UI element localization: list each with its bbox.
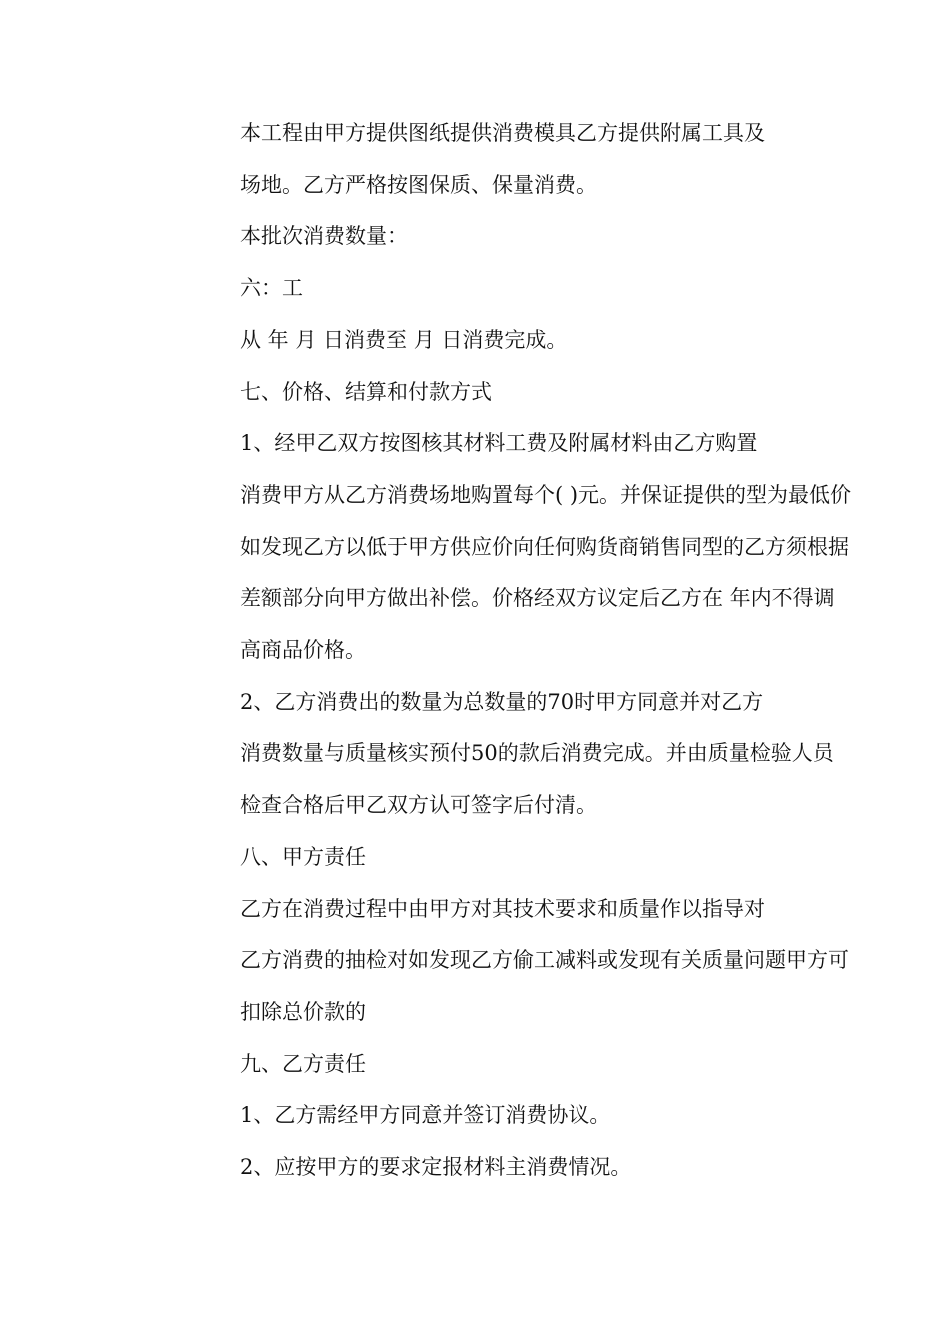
text-line: 消费数量与质量核实预付50的款后消费完成。并由质量检验人员: [240, 741, 834, 766]
text-line: 检查合格后甲乙双方认可签字后付清。: [240, 793, 597, 818]
text-line: 八、甲方责任: [240, 844, 366, 869]
paragraph-party-b-duty-1: [152, 1090, 802, 1142]
text-line: 本批次消费数量：: [240, 224, 408, 249]
heading-section-eight: [152, 832, 802, 884]
text-line: 七、价格、结算和付款方式: [240, 379, 492, 404]
text-line: 2、应按甲方的要求定报材料主消费情况。: [240, 1155, 632, 1180]
text-line: 差额部分向甲方做出补偿。价格经双方议定后乙方在 年内不得调: [240, 586, 835, 611]
text-line: 消费甲方从乙方消费场地购置每个( )元。并保证提供的型为最低价: [240, 482, 852, 507]
text-line: 如发现乙方以低于甲方供应价向任何购货商销售同型的乙方须根据: [240, 534, 849, 559]
text-line: 高商品价格。: [240, 638, 366, 663]
paragraph-price-clause-1: [152, 418, 852, 677]
text-line: 九、乙方责任: [240, 1051, 366, 1076]
paragraph-party-a-duty: [152, 884, 849, 1039]
text-line: 从 年 月 日消费至 月 日消费完成。: [240, 327, 568, 352]
paragraph-party-b-duty-2: [152, 1142, 802, 1194]
text-line: 六：工: [240, 276, 303, 301]
paragraph-schedule: [152, 315, 802, 367]
text-line: 乙方消费的抽检对如发现乙方偷工减料或发现有关质量问题甲方可: [240, 948, 849, 973]
text-line: 2、乙方消费出的数量为总数量的70时甲方同意并对乙方: [240, 689, 764, 714]
text-line: 本工程由甲方提供图纸提供消费模具乙方提供附属工具及: [240, 121, 765, 145]
text-line: 1、乙方需经甲方同意并签订消费协议。: [240, 1103, 611, 1128]
text-line: 场地。乙方严格按图保质、保量消费。: [240, 172, 597, 197]
document-body: [152, 108, 852, 1194]
text-line: 乙方在消费过程中由甲方对其技术要求和质量作以指导对: [240, 896, 765, 921]
heading-section-six: [152, 263, 802, 315]
paragraph-batch-quantity: [152, 211, 802, 263]
paragraph-project-scope: [152, 108, 802, 211]
text-line: 扣除总价款的: [240, 999, 366, 1024]
text-line: 1、经甲乙双方按图核其材料工费及附属材料由乙方购置: [240, 431, 758, 456]
heading-section-nine: [152, 1039, 802, 1091]
heading-section-seven: [152, 367, 802, 419]
paragraph-price-clause-2: [152, 677, 834, 832]
